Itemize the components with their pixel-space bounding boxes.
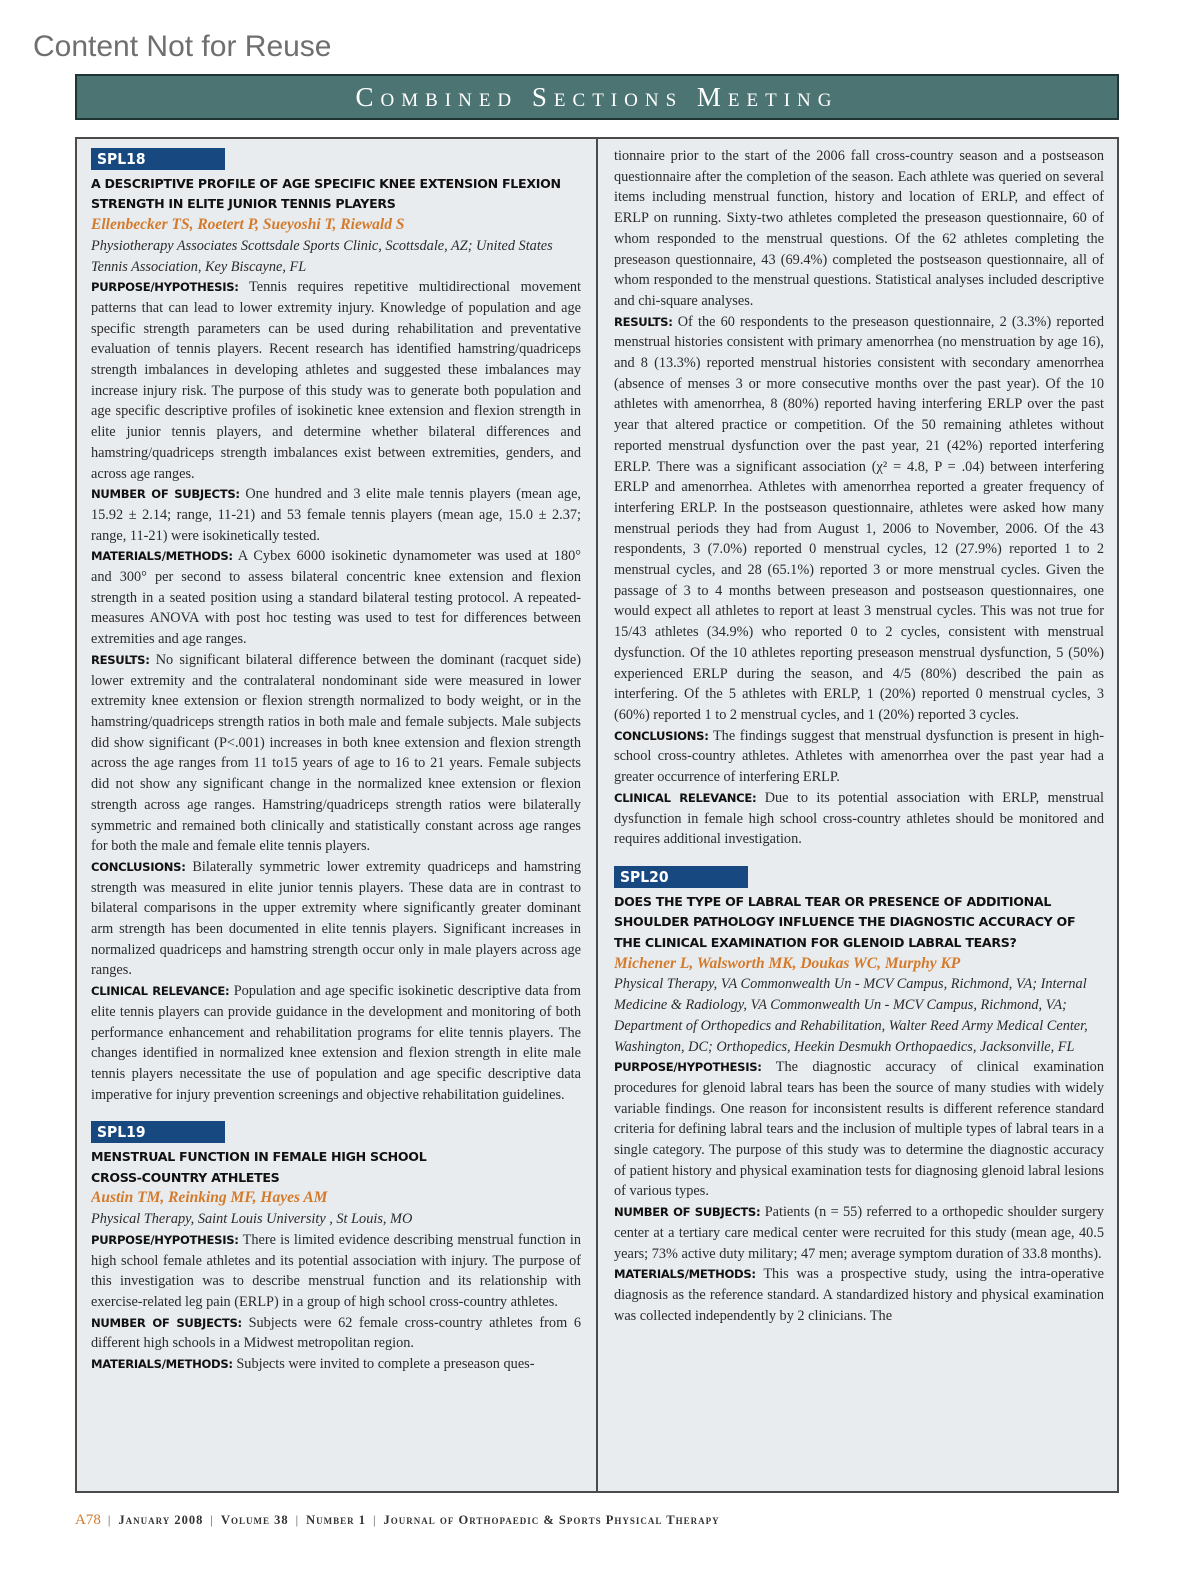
abstract-title: A DESCRIPTIVE PROFILE OF AGE SPECIFIC KNEE EXTENSION FLEXION STRENGTH IN ELITE JUNIOR TENNIS PLAYERS [91,175,561,212]
section-text: The diagnostic accuracy of clinical examination procedures for glenoid labral tears has been the source of many studies with widely variable findings. One reason for inconsistent results is different reference standard criteria for defining labral tears and the inclusion of multiple types of labral tears in a single category. The purpose of this study was to determine the diagnostic accuracy of patient history and physical examination tests for diagnosing glenoid labral lesions of various types. [614,1059,1104,1200]
section-label: NUMBER OF SUBJECTS: [91,487,240,502]
subjects-paragraph [91,1313,581,1354]
abstract-tag: SPL19 [91,1121,225,1143]
section-text: One hundred and 3 elite male tennis players (mean age, 15.92 ± 2.14; range, 11-21) and 53 female tennis players (mean age, 15.0 ± 2.37; range, 11-21) were isokinetically tested. [91,486,581,544]
abstract-title [91,1147,581,1188]
section-banner [75,74,1119,120]
section-text: Subjects were invited to complete a preseason ques- [236,1356,535,1373]
section-text: Bilaterally symmetric lower extremity quadriceps and hamstring strength was measured in elite junior tennis players. These data are in contrast to bilateral comparisons in the upper extremity where significantly greater dominant arm strength has been documented in elite tennis players. Significant increases in normalized quadriceps and hamstring strength occur only in male players across age ranges. [91,858,581,979]
purpose-paragraph [91,277,581,484]
section-text: There is limited evidence describing menstrual function in high school female athletes and its potential association with injury. The purpose of this investigation was to describe menstrual function and its relationship with exercise-related leg pain (ERLP) in a group of high school cross-country athletes. [91,1231,581,1310]
watermark: Content Not for Reuse [33,30,332,63]
section-label: CONCLUSIONS: [614,728,709,743]
section-label: MATERIALS/METHODS: [91,1357,233,1372]
section-text: Due to its potential association with ERLP, menstrual dysfunction in female high school cross-country athletes should be monitored and requires additional investigation. [614,789,1104,848]
issue-number: Number 1 [306,1513,367,1527]
methods-paragraph [91,546,581,650]
methods-paragraph [614,1264,1104,1326]
abstract-title: DOES THE TYPE OF LABRAL TEAR OR PRESENCE OF ADDITIONAL SHOULDER PATHOLOGY INFLUENCE THE DIAGNOSTIC ACCURACY OF THE CLINICAL EXAMINATION FOR GLENOID LABRAL TEARS? [614,893,1076,951]
section-label: CLINICAL RELEVANCE: [91,984,230,999]
section-label: RESULTS: [91,652,150,667]
right-column [614,146,1104,1486]
abstract-tag: SPL20 [614,866,748,888]
section-text: No significant bilateral difference between the dominant (racquet side) lower extremity and the contralateral nondominant side were measured in lower extremity knee extension or flexion strength normalized to body weight, or in the hamstring/quadriceps strength ratios in both male and female subjects. Male subjects did show significant (P<.001) increases in both knee extension and flexion strength across the age ranges from 11 to15 years of age to 16 to 21 years. Female subjects did not show any significant change in the normalized knee extension or flexion strength across age ranges. Hamstring/quadriceps strength ratios were bilaterally symmetric and remained both clinically and statistically constant across age ranges for both the male and female elite tennis players. [91,651,581,855]
results-paragraph [614,312,1104,726]
section-text: Patients (n = 55) referred to a orthopedic shoulder surgery center at a tertiary care medical center were recruited for this study (mean age, 40.5 years; 73% active duty military; 47 men; average symptom duration of 33.8 months). [614,1204,1104,1262]
abstract-affiliation: Physical Therapy, Saint Louis University , St Louis, MO [91,1211,413,1228]
section-label: RESULTS: [614,314,673,329]
column-divider [596,137,598,1493]
subjects-paragraph [614,1202,1104,1264]
relevance-paragraph [614,788,1104,850]
abstract-affiliation: Physiotherapy Associates Scottsdale Sports Clinic, Scottsdale, AZ; United States Tennis Association, Key Biscayne, FL [91,237,553,275]
abstract-spl19-continued [614,146,1104,850]
abstract-affiliation: Physical Therapy, VA Commonwealth Un - MCV Campus, Richmond, VA; Internal Medicine & Radiology, VA Commonwealth Un - MCV Campus, Richmond, VA; Department of Orthopedics and Rehabilitation, Walter Reed Army Medical Center, Washington, DC; Orthopedics, Heekin Desmukh Orthopaedics, Jacksonville, FL [614,976,1088,1055]
section-text: Tennis requires repetitive multidirectional movement patterns that can lead to lower extremity injury. Knowledge of population and age specific strength parameters can be used during rehabilitation and preventative evaluation of tennis players. Recent research has identified hamstring/quadriceps strength imbalances in developing athletes and suggested these imbalances may increase injury risk. The purpose of this study was to generate both population and age specific descriptive profiles of isokinetic knee extension and flexion strength in elite junior tennis players, and determine whether bilateral differences and hamstring/quadriceps strength imbalances exist between extremities, genders, and across age ranges. [91,279,581,482]
journal-name: Journal of Orthopaedic & Sports Physical Therapy [383,1513,720,1527]
abstract-tag: SPL18 [91,148,225,170]
section-label: CLINICAL RELEVANCE: [614,790,757,805]
abstract-spl20 [614,864,1104,1326]
section-label: NUMBER OF SUBJECTS: [614,1205,761,1220]
volume: Volume 38 [220,1513,289,1527]
methods-continued: tionnaire prior to the start of the 2006 fall cross-country season and a postseason questionnaire after the completion of the season. Each athlete was queried on several items including menstrual function, history and location of ERLP, and effect of ERLP on running. Sixty-two athletes completed the preseason questionnaire, 60 of whom responded to the menstrual questions. Of the 62 athletes completing the preseason questionnaire, 43 (69.4%) completed the postseason questionnaire, all of whom responded to the menstrual questions. Statistical analyses included descriptive and chi-square analyses. [614,148,1104,309]
section-label: PURPOSE/HYPOTHESIS: [91,1232,239,1247]
abstract-authors: Ellenbecker TS, Roetert P, Sueyoshi T, Riewald S [91,216,405,234]
section-label: MATERIALS/METHODS: [614,1267,756,1282]
results-paragraph [91,650,581,857]
abstract-spl18 [91,146,581,1105]
section-label: PURPOSE/HYPOTHESIS: [614,1060,762,1075]
page-number: A78 [75,1512,101,1528]
section-label: CONCLUSIONS: [91,859,186,874]
issue-date: January 2008 [118,1513,204,1527]
section-text: This was a prospective study, using the intra-operative diagnosis as the reference standard. A standardized history and physical examination was collected independently by 2 clinicians. The [614,1266,1104,1324]
section-text: The findings suggest that menstrual dysfunction is present in high-school cross-country athletes. Athletes with amenorrhea over the past year had a greater occurrence of interfering ERLP. [614,727,1104,786]
section-label: NUMBER OF SUBJECTS: [91,1315,242,1330]
relevance-paragraph [91,981,581,1105]
purpose-paragraph [91,1230,581,1313]
conclusions-paragraph [614,726,1104,788]
subjects-paragraph [91,484,581,546]
abstract-authors: Michener L, Walsworth MK, Doukas WC, Murphy KP [614,954,961,972]
banner-title: Combined Sections Meeting [355,81,839,112]
section-label: PURPOSE/HYPOTHESIS: [91,280,239,295]
methods-paragraph [91,1354,581,1375]
section-text: Subjects were 62 female cross-country athletes from 6 different high schools in a Midwest metropolitan region. [91,1314,581,1352]
section-text: A Cybex 6000 isokinetic dynamometer was used at 180° and 300° per second to assess bilateral concentric knee extension and flexion strength in a seated position using a standard bilateral testing protocol. A repeated-measures ANOVA with post hoc testing was used to test for differences between extremities and age ranges. [91,548,581,648]
abstract-spl19 [91,1119,581,1374]
title-line: MENSTRUAL FUNCTION IN FEMALE HIGH SCHOOL [91,1149,427,1165]
conclusions-paragraph [91,857,581,981]
left-column [91,146,581,1486]
title-line: CROSS-COUNTRY ATHLETES [91,1169,280,1185]
abstract-authors: Austin TM, Reinking MF, Hayes AM [91,1189,328,1207]
purpose-paragraph [614,1057,1104,1202]
page-footer: A78 | January 2008 | Volume 38 | Number 1 | Journal of Orthopaedic & Sports Physical Therapy [75,1512,720,1528]
section-text: Population and age specific isokinetic descriptive data from elite tennis players can provide guidance in the development and monitoring of both performance enhancement and rehabilitation programs for elite tennis players. The changes identified in normalized knee extension and flexion strength in elite male tennis players necessitate the use of population and age specific descriptive data imperative for injury prevention screenings and objective rehabilitation guidelines. [91,983,581,1103]
section-label: MATERIALS/METHODS: [91,549,233,564]
section-text: Of the 60 respondents to the preseason questionnaire, 2 (3.3%) reported menstrual histories consistent with primary amenorrhea (no menstruation by age 16), and 8 (13.3%) reported menstrual histories consistent with secondary amenorrhea (absence of menses 3 or more consecutive months over the past year). Of the 10 athletes with amenorrhea, 8 (80%) reported having interfering ERLP over the past year that altered practice or competition. Of the 50 remaining athletes without reported menstrual dysfunction over the past year, 21 (42%) reported interfering ERLP. There was a significant association (χ² = 4.8, P = .04) between interfering ERLP and amenorrhea. Athletes with amenorrhea reported a greater frequency of interfering ERLP. In the postseason questionnaire, athletes were asked how many menstrual periods they had from August 1, 2006 to November, 2006. Of the 43 respondents, 3 (7.0%) reported 0 menstrual cycles, 12 (27.9%) reported 1 to 2 menstrual cycles, and 28 (65.1%) reported 3 or more menstrual cycles. Given the passage of 3 to 4 months between preseason and postseason questionnaires, one would expect all athletes to report at least 3 menstrual cycles. This was not true for 15/43 athletes (34.9%) who reported 0 to 2 cycles, consistent with menstrual dysfunction. Of the 10 athletes reporting preseason menstrual dysfunction, 5 (50%) experienced ERLP during the season, and 4/5 (80%) described the pain as interfering. Of the 5 athletes with ERLP, 1 (20%) reported 0 menstrual cycles, 3 (60%) reported 1 to 2 menstrual cycles, and 1 (20%) reported 3 cycles. [614,313,1104,723]
